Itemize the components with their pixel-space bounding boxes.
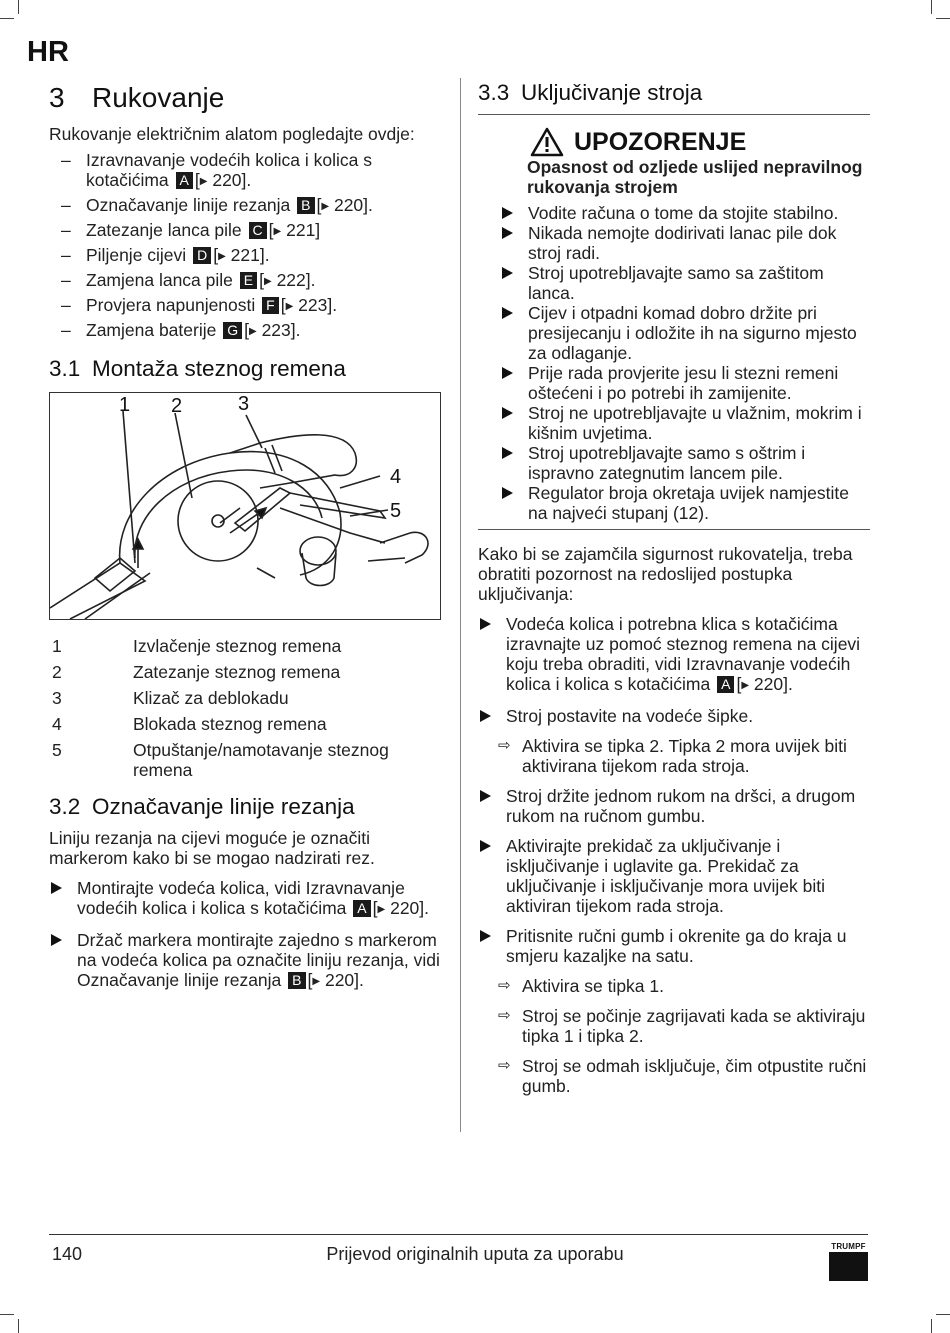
- warning-heading: [530, 127, 870, 157]
- reference-arrow-icon: ▶: [249, 326, 257, 337]
- warning-item: Prije rada provjerite jesu li stezni remeni oštećeni i po potrebi ih zamijenite.: [500, 363, 870, 403]
- page-ref-value: 221]: [286, 220, 321, 240]
- step-item: [478, 614, 870, 696]
- page-reference[interactable]: [▶ 223].: [280, 295, 338, 315]
- language-code: HR: [27, 36, 69, 68]
- page-ref-value: 220].: [333, 195, 373, 215]
- page-ref-value: 222].: [276, 270, 316, 290]
- order-intro: Kako bi se zajamčila sigurnost rukovatelja, treba obratiti pozornost na redoslijed postupka uključivanja:: [478, 544, 853, 604]
- section-title: Označavanje linije rezanja: [92, 794, 355, 819]
- legend-row: [49, 740, 441, 780]
- legend-row: [49, 662, 441, 682]
- logo-wordmark: TRUMPF: [831, 1242, 866, 1251]
- brand-logo: [829, 1242, 868, 1281]
- section-title: Uključivanje stroja: [521, 80, 703, 105]
- section-number: 3.2: [49, 794, 81, 819]
- reference-arrow-icon: ▶: [377, 904, 386, 915]
- page-ref-value: 220].: [324, 970, 364, 990]
- warning-subtitle: Opasnost od ozljede uslijed nepravilnog rukovanja strojem: [527, 157, 863, 197]
- footer-text: Prijevod originalnih uputa za uporabu: [326, 1244, 624, 1264]
- page-number: 140: [52, 1244, 83, 1264]
- page-reference[interactable]: [▶ 221].: [213, 245, 270, 265]
- strap-mounting-figure: [49, 392, 441, 620]
- reference-arrow-icon: ▶: [741, 680, 750, 691]
- reference-arrow-icon: ▶: [263, 276, 272, 287]
- topic-text[interactable]: Izravnavanje vodećih kolica i kolica s kotačićima: [86, 150, 372, 190]
- callout-1: 1: [119, 394, 131, 416]
- topic-text[interactable]: Piljenje cijevi: [86, 245, 187, 265]
- warning-item: Regulator broja okretaja uvijek namjestite na najveći stupanj (12).: [500, 483, 870, 523]
- topic-list-item: [49, 220, 441, 242]
- topic-list-item: [49, 295, 441, 317]
- page-reference[interactable]: [▶ 220].: [736, 674, 793, 694]
- legend-text: Blokada steznog remena: [133, 714, 327, 734]
- warning-item: Cijev i otpadni komad dobro držite pri presijecanju i odložite ih na sigurno mjesto za odlaganje.: [500, 303, 870, 363]
- topic-list-item: [49, 195, 441, 217]
- crop-mark: [931, 1319, 932, 1333]
- logo-block: [829, 1252, 868, 1281]
- callout-5: 5: [390, 500, 402, 522]
- warning-item: Stroj upotrebljavajte samo s oštrim i ispravno zategnutim lancem pile.: [500, 443, 870, 483]
- legend-number: 4: [52, 714, 62, 734]
- section-3-2-intro: Liniju rezanja na cijevi moguće je označiti markerom kako bi se mogao nadzirati rez.: [49, 828, 375, 868]
- figure-tag: A: [717, 676, 734, 693]
- result-item: [478, 1006, 870, 1046]
- section-number: 3.3: [478, 80, 510, 105]
- chapter-number: 3: [49, 82, 65, 113]
- crop-mark: [0, 1314, 14, 1315]
- legend-number: 5: [52, 740, 62, 760]
- legend-text: Izvlačenje steznog remena: [133, 636, 342, 656]
- page-ref-value: 221].: [230, 245, 270, 265]
- page-ref-value: 223].: [261, 320, 301, 340]
- page-reference[interactable]: [▶ 221]: [268, 220, 321, 240]
- page-reference[interactable]: [▶ 223].: [244, 320, 301, 340]
- topic-text[interactable]: Zamjena lanca pile: [86, 270, 233, 290]
- step-item: [49, 930, 441, 992]
- section-heading-3-1: [49, 356, 441, 382]
- page-reference[interactable]: [▶ 220].: [372, 898, 430, 918]
- right-column: [478, 78, 870, 1096]
- warning-item: Stroj upotrebljavajte samo sa zaštitom lanca.: [500, 263, 870, 303]
- page-ref-value: 223].: [298, 295, 338, 315]
- page-reference[interactable]: [▶ 220].: [194, 170, 252, 190]
- step-text: Aktivirajte prekidač za uključivanje i isključivanje i uglavite ga. Prekidač za uključivanje i isključivanje mora uvijek biti aktiviran tijekom rada stroja.: [506, 836, 826, 916]
- warning-item: Nikada nemojte dodirivati lanac pile dok stroj radi.: [500, 223, 870, 263]
- marking-steps: [49, 878, 441, 992]
- step-text: Stroj držite jednom rukom na dršci, a drugom rukom na ručnom gumbu.: [506, 786, 856, 826]
- topic-list-item: [49, 270, 441, 292]
- page-reference[interactable]: [▶ 220].: [307, 970, 364, 990]
- left-column: [49, 78, 441, 992]
- topic-list-item: [49, 150, 441, 192]
- result-arrow-icon: ⇨: [498, 1007, 511, 1024]
- callout-3: 3: [238, 393, 250, 415]
- switch-on-steps-cont: [478, 786, 870, 966]
- legend-row: [49, 636, 441, 656]
- step-text: Držač markera montirajte zajedno s markerom na vodeća kolica pa označite liniju rezanja, vidi Označavanje linije rezanja: [77, 930, 440, 990]
- section-number: 3.1: [49, 356, 81, 381]
- result-arrow-icon: ⇨: [498, 737, 511, 754]
- step-item: [478, 786, 870, 826]
- legend-number: 2: [52, 662, 62, 682]
- topic-text[interactable]: Označavanje linije rezanja: [86, 195, 291, 215]
- result-item: [478, 736, 870, 776]
- figure-tag: B: [288, 972, 305, 989]
- topic-text[interactable]: Zatezanje lanca pile: [86, 220, 242, 240]
- figure-tag: D: [193, 247, 211, 264]
- section-title: Montaža steznog remena: [92, 356, 346, 381]
- warning-triangle-icon: [530, 127, 564, 157]
- step-text: Montirajte vodeća kolica, vidi Izravnavanje vodećih kolica i kolica s kotačićima: [77, 878, 405, 918]
- legend-text: Zatezanje steznog remena: [133, 662, 341, 682]
- legend-row: [49, 714, 441, 734]
- page-ref-value: 220].: [390, 898, 430, 918]
- reference-arrow-icon: ▶: [273, 226, 282, 237]
- step-text: Vodeća kolica i potrebna klica s kotačićima izravnajte uz pomoć steznog remena na cijevi koju treba obraditi, vidi Izravnavanje vodećih kolica i kolica s kotačićima: [506, 614, 861, 694]
- step-item: [478, 926, 870, 966]
- result-arrow-icon: ⇨: [498, 1057, 511, 1074]
- warning-bottom-rule: [478, 529, 870, 530]
- page-reference[interactable]: [▶ 222].: [259, 270, 316, 290]
- warning-title: UPOZORENJE: [574, 127, 747, 156]
- reference-arrow-icon: ▶: [321, 201, 330, 212]
- reference-arrow-icon: ▶: [312, 976, 321, 987]
- chapter-heading: [49, 82, 441, 114]
- legend-text: Otpuštanje/namotavanje steznog remena: [133, 740, 389, 780]
- topic-list: [49, 150, 441, 342]
- figure-tag: F: [262, 297, 279, 314]
- crop-mark: [18, 1319, 19, 1333]
- figure-tag: E: [240, 272, 257, 289]
- crop-mark: [936, 18, 950, 19]
- reference-arrow-icon: ▶: [285, 301, 294, 312]
- callout-2: 2: [171, 395, 183, 417]
- warning-item: Vodite računa o tome da stojite stabilno.: [500, 203, 870, 223]
- result-item: [478, 976, 870, 996]
- chapter-title: Rukovanje: [92, 82, 225, 113]
- page-ref-value: 220].: [212, 170, 252, 190]
- switch-on-steps: [478, 614, 870, 726]
- step-text: Pritisnite ručni gumb i okrenite ga do kraja u smjeru kazaljke na satu.: [506, 926, 847, 966]
- crop-mark: [931, 0, 932, 14]
- step-item: [49, 878, 441, 920]
- warning-top-rule: [478, 114, 870, 115]
- crop-mark: [0, 18, 14, 19]
- topic-text[interactable]: Zamjena baterije: [86, 320, 217, 340]
- warning-item: Stroj ne upotrebljavajte u vlažnim, mokrim i kišnim uvjetima.: [500, 403, 870, 443]
- strap-mechanism-illustration: [50, 393, 440, 619]
- reference-arrow-icon: ▶: [199, 176, 208, 187]
- result-item: [478, 1056, 870, 1096]
- column-divider: [460, 78, 461, 1132]
- page-reference[interactable]: [▶ 220].: [316, 195, 373, 215]
- topic-list-item: [49, 320, 441, 342]
- legend-text: Klizač za deblokadu: [133, 688, 289, 708]
- page-ref-value: 220].: [753, 674, 793, 694]
- result-text: Aktivira se tipka 2. Tipka 2 mora uvijek biti aktivirana tijekom rada stroja.: [522, 736, 847, 776]
- result-arrow-icon: ⇨: [498, 977, 511, 994]
- legend-number: 3: [52, 688, 62, 708]
- chapter-intro: Rukovanje električnim alatom pogledajte ovdje:: [49, 124, 415, 144]
- step5-results: [478, 976, 870, 1096]
- topic-list-item: [49, 245, 441, 267]
- figure-tag: A: [353, 900, 370, 917]
- step-item: [478, 706, 870, 726]
- section-heading-3-3: [478, 80, 870, 106]
- reference-arrow-icon: ▶: [218, 251, 226, 262]
- result-text: Stroj se počinje zagrijavati kada se aktiviraju tipka 1 i tipka 2.: [522, 1006, 866, 1046]
- result-text: Stroj se odmah isključuje, čim otpustite ručni gumb.: [522, 1056, 867, 1096]
- figure-tag: G: [223, 322, 242, 339]
- footer-rule: [49, 1234, 868, 1235]
- topic-text[interactable]: Provjera napunjenosti: [86, 295, 256, 315]
- result-text: Aktivira se tipka 1.: [522, 976, 664, 996]
- warning-list: [500, 203, 870, 523]
- figure-tag: C: [249, 222, 267, 239]
- figure-tag: A: [176, 172, 193, 189]
- figure-legend: [49, 636, 441, 780]
- callout-4: 4: [390, 466, 402, 488]
- figure-tag: B: [297, 197, 314, 214]
- step-item: [478, 836, 870, 916]
- legend-number: 1: [52, 636, 62, 656]
- crop-mark: [936, 1314, 950, 1315]
- crop-mark: [18, 0, 19, 14]
- legend-row: [49, 688, 441, 708]
- section-heading-3-2: [49, 794, 441, 820]
- step-text: Stroj postavite na vodeće šipke.: [506, 706, 754, 726]
